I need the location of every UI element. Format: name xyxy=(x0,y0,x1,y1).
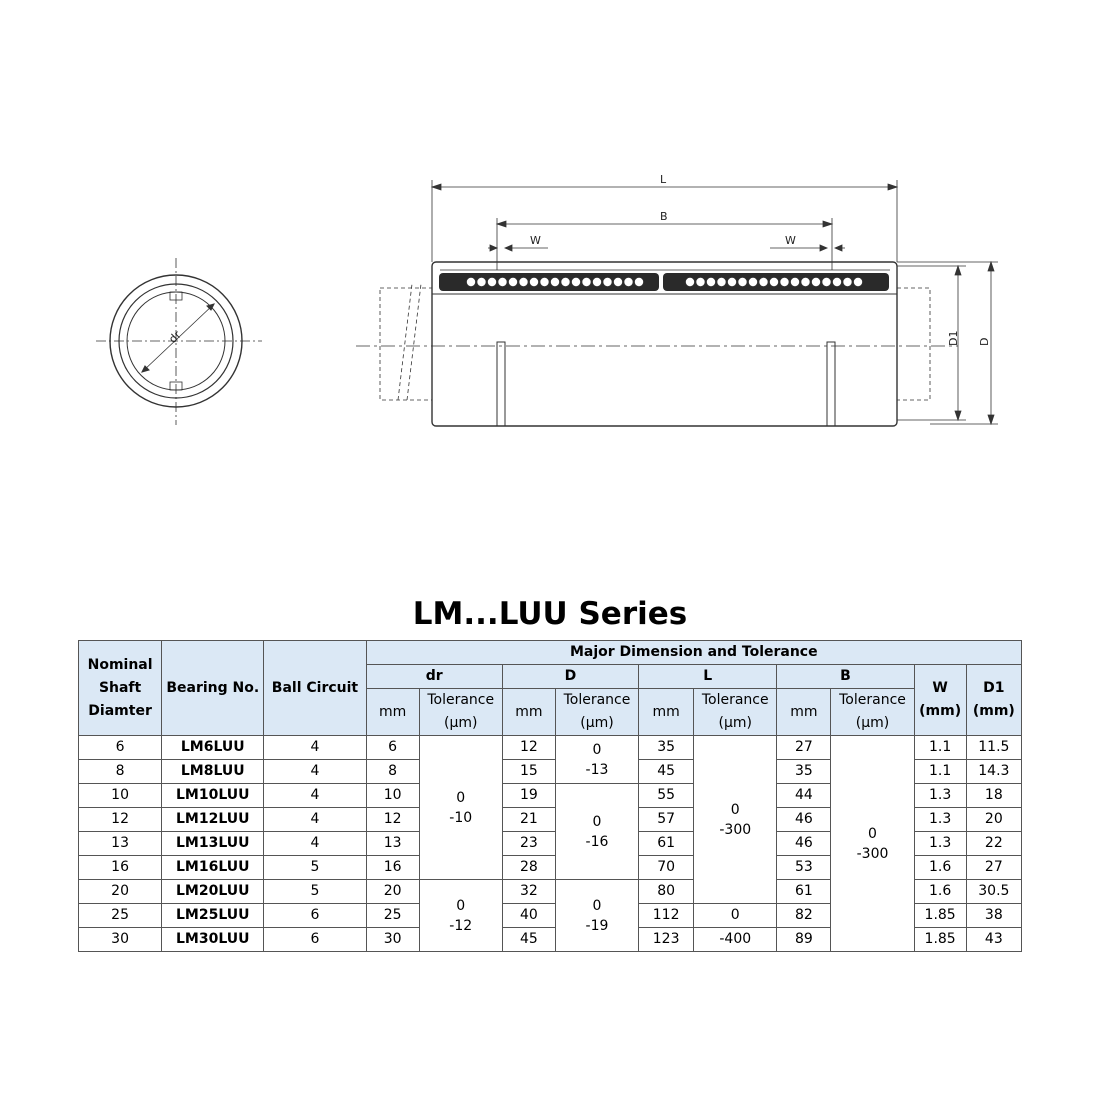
dim-D-label: D xyxy=(978,337,991,346)
cell-D: 23 xyxy=(502,832,555,856)
cell-bearing: LM16LUU xyxy=(162,856,264,880)
cell-D: 32 xyxy=(502,880,555,904)
cell-bearing: LM8LUU xyxy=(162,760,264,784)
cell-W: 1.6 xyxy=(914,880,966,904)
cell-L-tolerance xyxy=(694,736,777,904)
cell-circuit: 6 xyxy=(264,928,366,952)
cell-bearing: LM20LUU xyxy=(162,880,264,904)
cell-D1: 43 xyxy=(966,928,1021,952)
cell-L: 57 xyxy=(639,808,694,832)
ball xyxy=(738,277,747,286)
header-dr: dr xyxy=(366,665,502,689)
cell-D1: 38 xyxy=(966,904,1021,928)
header-dr-tolerance: Tolerance (μm) xyxy=(419,689,502,736)
cell-shaft: 25 xyxy=(79,904,162,928)
ball xyxy=(498,277,507,286)
cell-circuit: 5 xyxy=(264,856,366,880)
header-nominal-shaft: Nominal Shaft Diamter xyxy=(79,641,162,736)
cell-L: 35 xyxy=(639,736,694,760)
cell-B: 53 xyxy=(777,856,831,880)
cell-D1: 11.5 xyxy=(966,736,1021,760)
header-D-tolerance: Tolerance (μm) xyxy=(555,689,638,736)
cell-B: 46 xyxy=(777,808,831,832)
cell-L: 112 xyxy=(639,904,694,928)
ball xyxy=(592,277,601,286)
ball xyxy=(853,277,862,286)
cell-bearing: LM13LUU xyxy=(162,832,264,856)
tol-upper: 0 xyxy=(592,897,602,914)
ball xyxy=(843,277,852,286)
cell-D1: 30.5 xyxy=(966,880,1021,904)
dim-W-right-label: W xyxy=(785,234,796,247)
ball xyxy=(487,277,496,286)
header-L-tolerance: Tolerance (μm) xyxy=(694,689,777,736)
side-view xyxy=(356,262,958,426)
cell-D1: 18 xyxy=(966,784,1021,808)
tol-lower: -16 xyxy=(585,833,609,850)
ball xyxy=(801,277,810,286)
ball xyxy=(540,277,549,286)
cell-circuit: 4 xyxy=(264,736,366,760)
cell-dr: 25 xyxy=(366,904,419,928)
cell-L: 80 xyxy=(639,880,694,904)
cell-L: 55 xyxy=(639,784,694,808)
ball xyxy=(582,277,591,286)
tol-lower: -13 xyxy=(585,761,609,778)
header-major-dimension: Major Dimension and Tolerance xyxy=(366,641,1021,665)
cell-W: 1.1 xyxy=(914,736,966,760)
cell-B: 46 xyxy=(777,832,831,856)
cell-D1: 27 xyxy=(966,856,1021,880)
cell-circuit: 4 xyxy=(264,784,366,808)
cell-shaft: 8 xyxy=(79,760,162,784)
table-row xyxy=(79,736,1022,760)
ball xyxy=(634,277,643,286)
ball xyxy=(550,277,559,286)
dim-D1-label: D1 xyxy=(947,330,960,346)
ball xyxy=(780,277,789,286)
cell-dr: 13 xyxy=(366,832,419,856)
cell-D: 28 xyxy=(502,856,555,880)
cell-D: 19 xyxy=(502,784,555,808)
cell-bearing: LM6LUU xyxy=(162,736,264,760)
cell-D1: 20 xyxy=(966,808,1021,832)
cell-B: 82 xyxy=(777,904,831,928)
cell-shaft: 6 xyxy=(79,736,162,760)
ball xyxy=(811,277,820,286)
ball xyxy=(685,277,694,286)
header-L: L xyxy=(639,665,777,689)
cell-B-tolerance xyxy=(831,736,914,952)
cell-B: 27 xyxy=(777,736,831,760)
cell-dr: 12 xyxy=(366,808,419,832)
cell-bearing: LM25LUU xyxy=(162,904,264,928)
cell-dr: 20 xyxy=(366,880,419,904)
cell-circuit: 4 xyxy=(264,760,366,784)
cell-shaft: 20 xyxy=(79,880,162,904)
header-bearing-no: Bearing No. xyxy=(162,641,264,736)
cell-shaft: 12 xyxy=(79,808,162,832)
header-dr-mm: mm xyxy=(366,689,419,736)
cell-D-tolerance xyxy=(555,880,638,952)
cell-circuit: 6 xyxy=(264,904,366,928)
tol-upper: 0 xyxy=(868,825,877,842)
tol-upper: 0 xyxy=(730,801,740,818)
header-D-mm: mm xyxy=(502,689,555,736)
cell-dr: 6 xyxy=(366,736,419,760)
header-D1: D1 (mm) xyxy=(966,665,1021,736)
cell-circuit: 4 xyxy=(264,808,366,832)
dimension-table xyxy=(78,640,1022,952)
cell-bearing: LM12LUU xyxy=(162,808,264,832)
cell-dr-tolerance xyxy=(419,880,502,952)
cell-D1: 22 xyxy=(966,832,1021,856)
cell-B: 61 xyxy=(777,880,831,904)
cell-shaft: 13 xyxy=(79,832,162,856)
tol-lower: -300 xyxy=(719,821,752,838)
cell-D1: 14.3 xyxy=(966,760,1021,784)
cell-B: 35 xyxy=(777,760,831,784)
ball xyxy=(519,277,528,286)
cell-W: 1.85 xyxy=(914,928,966,952)
cell-D: 40 xyxy=(502,904,555,928)
cell-shaft: 10 xyxy=(79,784,162,808)
dim-W-left-label: W xyxy=(530,234,541,247)
series-title: LM...LUU Series xyxy=(412,596,688,632)
ball xyxy=(790,277,799,286)
header-B-tolerance: Tolerance (μm) xyxy=(831,689,914,736)
tol-upper: 0 xyxy=(456,897,466,914)
cell-D-tolerance xyxy=(555,736,638,784)
cell-L-tolerance-lower: -400 xyxy=(694,928,777,952)
tol-lower: -12 xyxy=(449,917,473,934)
ball xyxy=(832,277,841,286)
ball xyxy=(466,277,475,286)
dim-L-label: L xyxy=(660,173,667,186)
cell-L: 123 xyxy=(639,928,694,952)
ball xyxy=(603,277,612,286)
ball xyxy=(624,277,633,286)
dim-B-label: B xyxy=(660,210,668,223)
cell-W: 1.3 xyxy=(914,784,966,808)
cell-dr: 8 xyxy=(366,760,419,784)
ball xyxy=(529,277,538,286)
cell-circuit: 4 xyxy=(264,832,366,856)
cell-D: 21 xyxy=(502,808,555,832)
dimension-lines xyxy=(432,180,998,424)
ball xyxy=(571,277,580,286)
ball xyxy=(727,277,736,286)
ball xyxy=(706,277,715,286)
cell-W: 1.3 xyxy=(914,832,966,856)
cell-D-tolerance xyxy=(555,784,638,880)
cell-W: 1.85 xyxy=(914,904,966,928)
header-ball-circuit: Ball Circuit xyxy=(264,641,366,736)
cell-circuit: 5 xyxy=(264,880,366,904)
cell-W: 1.3 xyxy=(914,808,966,832)
tol-lower: -19 xyxy=(585,917,609,934)
cell-W: 1.6 xyxy=(914,856,966,880)
tol-lower: -10 xyxy=(449,809,473,826)
ball xyxy=(477,277,486,286)
cell-B: 89 xyxy=(777,928,831,952)
cell-dr: 30 xyxy=(366,928,419,952)
cell-L: 45 xyxy=(639,760,694,784)
ball xyxy=(769,277,778,286)
cell-B: 44 xyxy=(777,784,831,808)
cell-L: 70 xyxy=(639,856,694,880)
ball xyxy=(748,277,757,286)
ball xyxy=(717,277,726,286)
ball xyxy=(508,277,517,286)
cell-dr-tolerance xyxy=(419,736,502,880)
header-B-mm: mm xyxy=(777,689,831,736)
cell-W: 1.1 xyxy=(914,760,966,784)
cell-L-tolerance-upper: 0 xyxy=(694,904,777,928)
tol-upper: 0 xyxy=(592,813,602,830)
cell-shaft: 30 xyxy=(79,928,162,952)
ball xyxy=(759,277,768,286)
cell-D: 15 xyxy=(502,760,555,784)
cell-D: 12 xyxy=(502,736,555,760)
dr-label: dr xyxy=(166,328,184,346)
cell-L: 61 xyxy=(639,832,694,856)
header-D: D xyxy=(502,665,638,689)
cell-D: 45 xyxy=(502,928,555,952)
header-B: B xyxy=(777,665,914,689)
header-L-mm: mm xyxy=(639,689,694,736)
ball xyxy=(561,277,570,286)
ball xyxy=(822,277,831,286)
tol-upper: 0 xyxy=(592,741,602,758)
cell-bearing: LM10LUU xyxy=(162,784,264,808)
header-W: W (mm) xyxy=(914,665,966,736)
tol-lower: -300 xyxy=(856,845,889,862)
cell-bearing: LM30LUU xyxy=(162,928,264,952)
ball xyxy=(696,277,705,286)
cell-dr: 16 xyxy=(366,856,419,880)
cell-dr: 10 xyxy=(366,784,419,808)
tol-upper: 0 xyxy=(456,789,466,806)
ball xyxy=(613,277,622,286)
cell-shaft: 16 xyxy=(79,856,162,880)
